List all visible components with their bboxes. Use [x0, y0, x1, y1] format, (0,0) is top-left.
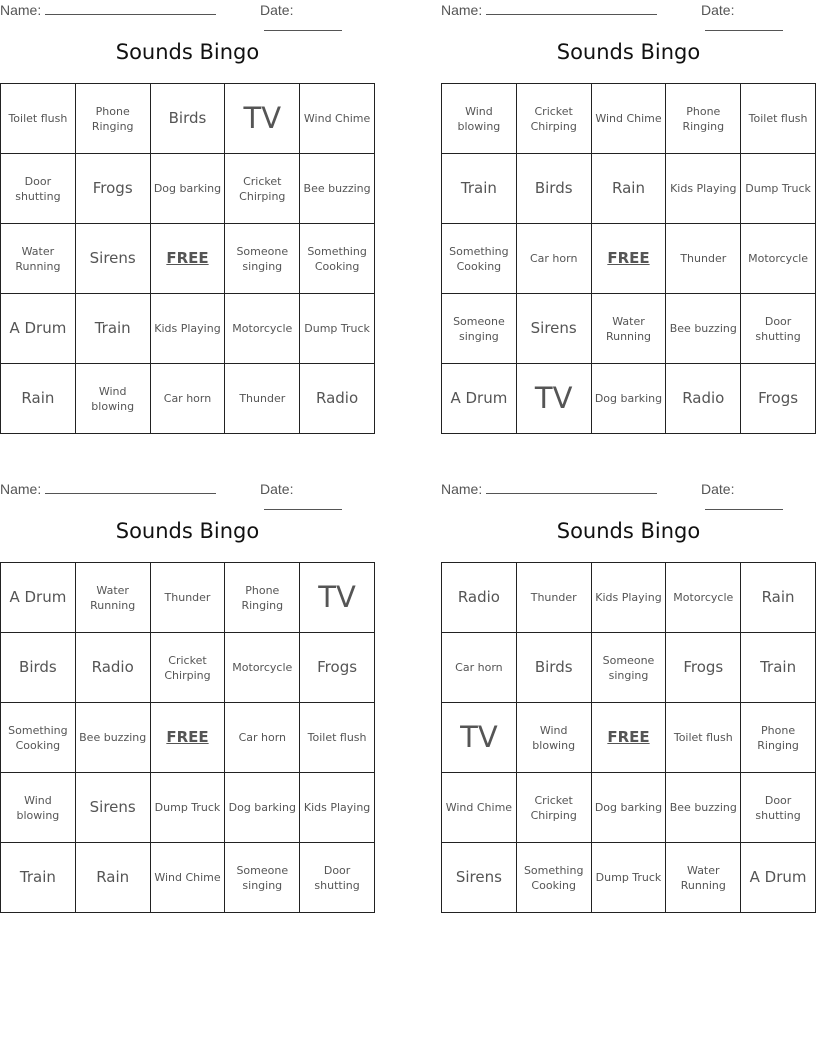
bingo-cell: Wind Chime — [300, 84, 375, 154]
date-field — [701, 2, 816, 34]
bingo-cell: Phone Ringing — [666, 84, 741, 154]
date-label: Date: — [260, 481, 294, 497]
date-field — [260, 2, 375, 34]
bingo-card — [0, 0, 375, 413]
bingo-cell: Frogs — [666, 633, 741, 703]
bingo-cell: Dump Truck — [592, 843, 667, 913]
bingo-cell: Something Cooking — [300, 224, 375, 294]
bingo-cell: Birds — [517, 154, 592, 224]
bingo-cell: Birds — [1, 633, 76, 703]
bingo-cell: Door shutting — [300, 843, 375, 913]
bingo-cell: A Drum — [1, 294, 76, 364]
bingo-cell: Sirens — [442, 843, 517, 913]
bingo-cell: Car horn — [225, 703, 300, 773]
bingo-cell: Car horn — [517, 224, 592, 294]
bingo-cell: Kids Playing — [666, 154, 741, 224]
bingo-cell: Dump Truck — [151, 773, 226, 843]
date-line — [264, 18, 342, 31]
date-field — [701, 481, 816, 513]
bingo-cell: Train — [741, 633, 816, 703]
bingo-cell: Frogs — [741, 364, 816, 434]
name-line — [45, 481, 216, 494]
free-space: FREE — [592, 703, 667, 773]
bingo-cell: Radio — [300, 364, 375, 434]
bingo-cell: Bee buzzing — [666, 773, 741, 843]
bingo-cell: Someone singing — [442, 294, 517, 364]
bingo-cell: Bee buzzing — [666, 294, 741, 364]
bingo-cell: Kids Playing — [592, 563, 667, 633]
bingo-cell: Birds — [151, 84, 226, 154]
bingo-cell: Sirens — [517, 294, 592, 364]
name-line — [486, 481, 657, 494]
bingo-card — [0, 479, 375, 892]
name-date-row — [441, 0, 816, 22]
bingo-cell: Phone Ringing — [225, 563, 300, 633]
bingo-cell: Phone Ringing — [741, 703, 816, 773]
bingo-cell: TV — [517, 364, 592, 434]
card-title: Sounds Bingo — [115, 519, 260, 543]
bingo-cell: Radio — [76, 633, 151, 703]
bingo-cell: Wind Chime — [151, 843, 226, 913]
bingo-cell: Thunder — [666, 224, 741, 294]
bingo-cell: Thunder — [225, 364, 300, 434]
bingo-cell: Toilet flush — [1, 84, 76, 154]
bingo-cell: Rain — [76, 843, 151, 913]
bingo-cell: Phone Ringing — [76, 84, 151, 154]
bingo-card — [441, 479, 816, 892]
name-label: Name: — [441, 2, 483, 18]
name-label: Name: — [441, 481, 483, 497]
bingo-cell: Rain — [1, 364, 76, 434]
name-date-row — [0, 0, 375, 22]
bingo-cell: Cricket Chirping — [517, 773, 592, 843]
name-field — [441, 481, 657, 497]
bingo-cell: Car horn — [151, 364, 226, 434]
name-field — [0, 2, 216, 18]
date-line — [264, 497, 342, 510]
bingo-cell: TV — [442, 703, 517, 773]
date-label: Date: — [701, 481, 735, 497]
name-field — [441, 2, 657, 18]
bingo-cell: Toilet flush — [300, 703, 375, 773]
bingo-cell: Wind Chime — [592, 84, 667, 154]
bingo-cell: Kids Playing — [300, 773, 375, 843]
bingo-cell: Cricket Chirping — [225, 154, 300, 224]
free-space: FREE — [592, 224, 667, 294]
bingo-cell: Sirens — [76, 224, 151, 294]
bingo-cell: Frogs — [76, 154, 151, 224]
bingo-cell: Dump Truck — [300, 294, 375, 364]
bingo-cell: Motorcycle — [666, 563, 741, 633]
bingo-cell: Bee buzzing — [300, 154, 375, 224]
bingo-grid — [441, 562, 816, 913]
bingo-cell: A Drum — [741, 843, 816, 913]
bingo-cell: Door shutting — [741, 773, 816, 843]
name-label: Name: — [0, 481, 42, 497]
bingo-cell: Water Running — [1, 224, 76, 294]
bingo-cell: Train — [1, 843, 76, 913]
bingo-cell: Frogs — [300, 633, 375, 703]
name-field — [0, 481, 216, 497]
bingo-cell: Train — [76, 294, 151, 364]
free-space: FREE — [151, 224, 226, 294]
bingo-cell: Someone singing — [592, 633, 667, 703]
bingo-cell: A Drum — [1, 563, 76, 633]
bingo-cell: Dump Truck — [741, 154, 816, 224]
card-title: Sounds Bingo — [556, 519, 701, 543]
bingo-cell: Motorcycle — [225, 294, 300, 364]
bingo-cell: Car horn — [442, 633, 517, 703]
bingo-cell: Radio — [442, 563, 517, 633]
bingo-cell: Water Running — [592, 294, 667, 364]
bingo-cell: Rain — [592, 154, 667, 224]
bingo-cell: Something Cooking — [442, 224, 517, 294]
bingo-cell: Wind blowing — [1, 773, 76, 843]
date-label: Date: — [260, 2, 294, 18]
name-date-row — [0, 479, 375, 501]
bingo-cell: Cricket Chirping — [517, 84, 592, 154]
bingo-cell: Door shutting — [1, 154, 76, 224]
date-line — [705, 18, 783, 31]
name-line — [486, 2, 657, 15]
bingo-cell: Cricket Chirping — [151, 633, 226, 703]
bingo-cell: Wind blowing — [442, 84, 517, 154]
bingo-cell: Dog barking — [151, 154, 226, 224]
bingo-cell: Someone singing — [225, 224, 300, 294]
bingo-cell: Someone singing — [225, 843, 300, 913]
bingo-grid — [441, 83, 816, 434]
bingo-cell: Door shutting — [741, 294, 816, 364]
date-field — [260, 481, 375, 513]
bingo-cell: Toilet flush — [666, 703, 741, 773]
bingo-cell: Toilet flush — [741, 84, 816, 154]
bingo-cell: Birds — [517, 633, 592, 703]
bingo-cell: Something Cooking — [1, 703, 76, 773]
bingo-cell: Train — [442, 154, 517, 224]
bingo-grid — [0, 83, 375, 434]
bingo-cell: TV — [300, 563, 375, 633]
bingo-grid — [0, 562, 375, 913]
bingo-cell: A Drum — [442, 364, 517, 434]
name-date-row — [441, 479, 816, 501]
date-label: Date: — [701, 2, 735, 18]
name-label: Name: — [0, 2, 42, 18]
bingo-cell: Motorcycle — [225, 633, 300, 703]
bingo-card — [441, 0, 816, 415]
free-space: FREE — [151, 703, 226, 773]
bingo-cell: Dog barking — [225, 773, 300, 843]
bingo-cell: Water Running — [666, 843, 741, 913]
bingo-cell: Sirens — [76, 773, 151, 843]
bingo-cell: Dog barking — [592, 364, 667, 434]
bingo-cell: Wind Chime — [442, 773, 517, 843]
bingo-cell: Motorcycle — [741, 224, 816, 294]
bingo-cell: Water Running — [76, 563, 151, 633]
bingo-cell: Thunder — [517, 563, 592, 633]
card-title: Sounds Bingo — [115, 40, 260, 64]
bingo-cell: Dog barking — [592, 773, 667, 843]
bingo-cell: TV — [225, 84, 300, 154]
bingo-cell: Wind blowing — [76, 364, 151, 434]
bingo-cell: Rain — [741, 563, 816, 633]
bingo-cell: Something Cooking — [517, 843, 592, 913]
card-title: Sounds Bingo — [556, 40, 701, 64]
bingo-cell: Kids Playing — [151, 294, 226, 364]
date-line — [705, 497, 783, 510]
bingo-cell: Radio — [666, 364, 741, 434]
bingo-cell: Wind blowing — [517, 703, 592, 773]
bingo-cell: Bee buzzing — [76, 703, 151, 773]
bingo-cell: Thunder — [151, 563, 226, 633]
name-line — [45, 2, 216, 15]
